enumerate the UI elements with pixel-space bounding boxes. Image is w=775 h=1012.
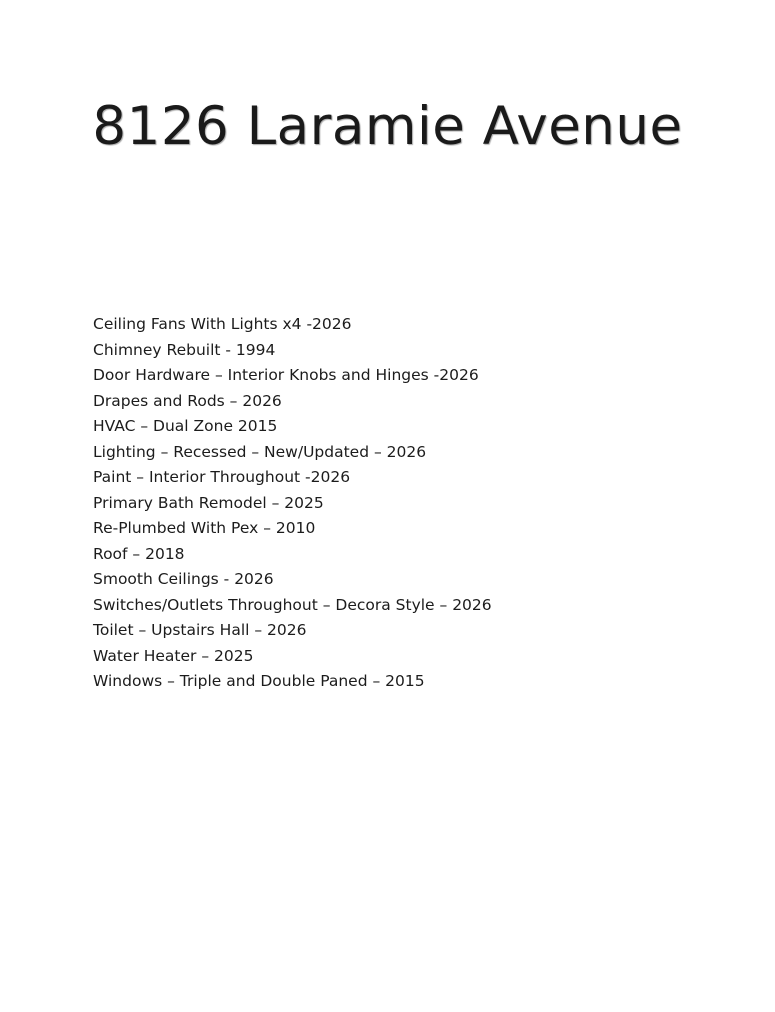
list-item: Chimney Rebuilt - 1994: [93, 340, 276, 359]
improvements-list: [93, 312, 733, 695]
list-item: Switches/Outlets Throughout – Decora Style – 2026: [93, 595, 492, 614]
list-item: Water Heater – 2025: [93, 646, 254, 665]
list-item: Drapes and Rods – 2026: [93, 391, 282, 410]
list-item: Paint – Interior Throughout -2026: [93, 468, 351, 486]
list-item: Roof – 2018: [93, 544, 185, 563]
list-item: Toilet – Upstairs Hall – 2026: [93, 621, 307, 639]
list-item: Re-Plumbed With Pex – 2010: [93, 519, 316, 537]
list-item: HVAC – Dual Zone 2015: [93, 417, 278, 435]
list-item: Lighting – Recessed – New/Updated – 2026: [93, 442, 427, 461]
list-item: Primary Bath Remodel – 2025: [93, 493, 324, 512]
page-title: 8126 Laramie Avenue: [92, 96, 683, 157]
list-item: Door Hardware – Interior Knobs and Hinges -2026: [93, 366, 479, 384]
list-item: Smooth Ceilings - 2026: [93, 570, 274, 588]
list-item: Windows – Triple and Double Paned – 2015: [93, 672, 425, 690]
list-item: Ceiling Fans With Lights x4 -2026: [93, 315, 352, 333]
